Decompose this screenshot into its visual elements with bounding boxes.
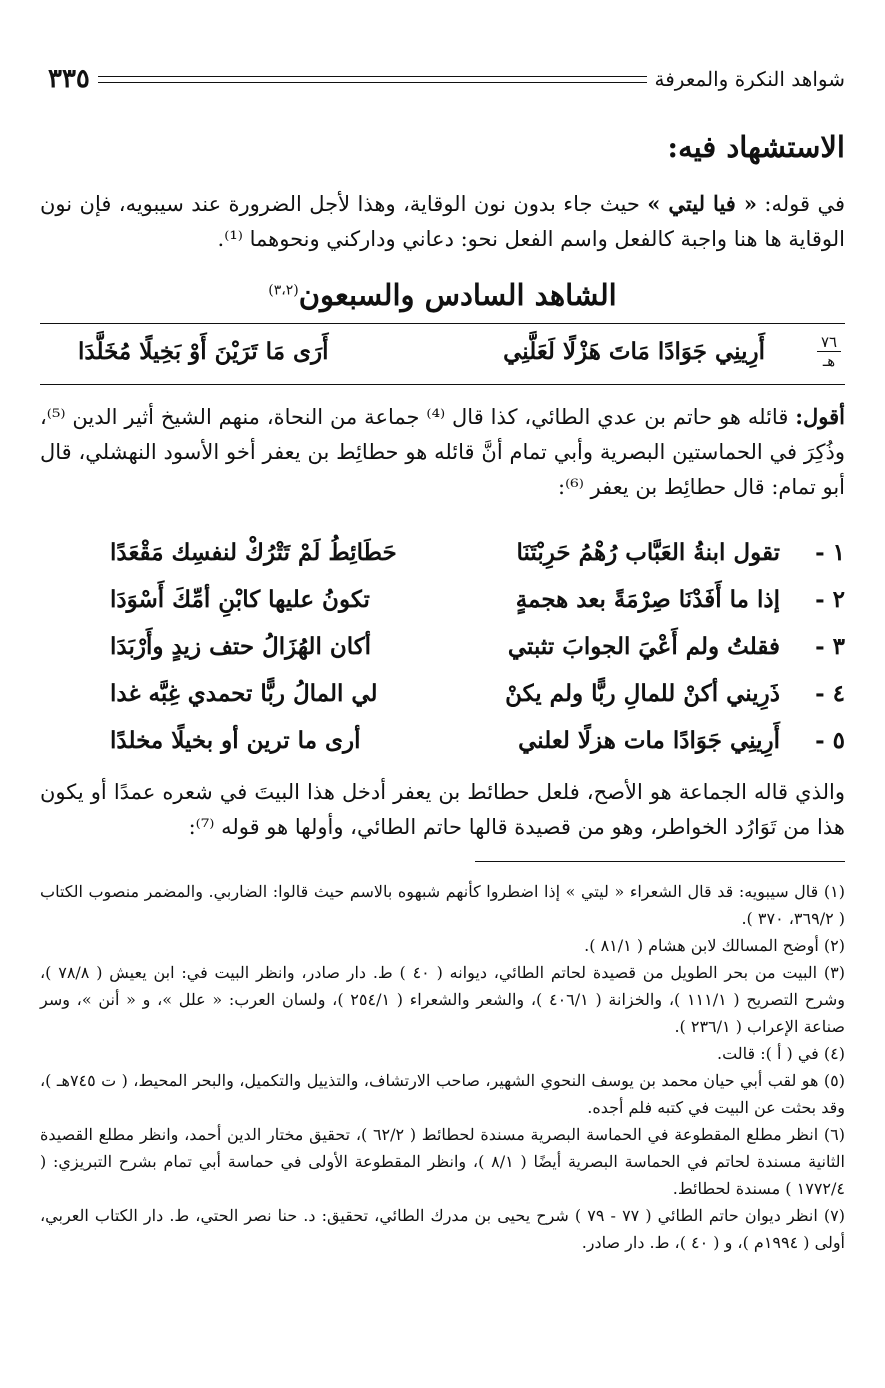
footnote-6: (٦) انظر مطلع المقطوعة في الحماسة البصرية مسندة لحطائط ( ٦٢/٢ )، تحقيق مختار الدين أحمد، وانظر مطلع القصيدة الثانية مسندة لحاتم في الحماسة البصرية أيضًا ( ٨/١ )، وانظر المقطوعة الأولى في حماسة أبي تمام بشرح التبريزي: ( ١٧٧٢/٤ ) مسندة لحطائط. — [40, 1125, 846, 1198]
footnote-2: (٢) أوضح المسالك لابن هشام ( ٨١/١ ). — [584, 936, 845, 955]
poem-hemistich-2: تكونُ عليها كابْنِ أمِّكَ أَسْوَدَا — [110, 586, 370, 613]
poem-hemistich-1: فقلتُ ولم أَعْيَ الجوابَ تثبتي — [507, 633, 780, 660]
commentary-text: قائله هو حاتم بن عدي الطائي، كذا قال ⁽⁴⁾ جماعة من النحاة، منهم الشيخ أثير الدين ⁽⁵⁾، وذُكِرَ في الحماستين البصرية وأبي تمام أنَّ قائله هو حطائِط بن يعفر أخو الأسود النهشلي، قال أبو تمام: قال حطائِط بن يعفر ⁽⁶⁾: — [40, 405, 845, 499]
header-title: شواهد النكرة والمعرفة — [654, 67, 845, 91]
commentary-lead: أقول: — [795, 404, 845, 429]
poem-hemistich-1: أَرِينِي جَوَادًا مات هزلًا لعلني — [518, 727, 780, 754]
footnote-3: (٣) البيت من بحر الطويل من قصيدة لحاتم الطائي، ديوانه ( ٤٠ ) ط. دار صادر، وانظر البيت في: ابن يعيش ( ٧٨/٨ )، وشرح التصريح ( ١١١/١ )، والخزانة ( ٤٠٦/١ )، والشعر والشعراء ( ٢٥٤/١ )، ولسان العرب: « علل »، و « أنن »، وسر صناعة الإعراب ( ٢٣٦/١ ). — [40, 963, 846, 1036]
footnote-5: (٥) هو لقب أبي حيان محمد بن يوسف النحوي الشهير، صاحب الارتشاف، والتذييل والتكميل، والبحر المحيط، ( ت ٧٤٥هـ )، وقد بحثت عن البيت في كتبه فلم أجده. — [40, 1071, 845, 1117]
poem-hemistich-2: حَطَائِطُ لَمْ تَتْرُكْ لنفسِك مَقْعَدًا — [110, 539, 397, 566]
poem-hemistich-2: أرى ما ترين أو بخيلًا مخلدًا — [110, 727, 361, 754]
footnote-7: (٧) انظر ديوان حاتم الطائي ( ٧٧ - ٧٩ ) شرح يحيى بن مدرك الطائي، تحقيق: د. حنا نصر الحتي، ط. دار الكتاب العربي، أولى ( ١٩٩٤م )، و ( ٤٠ )، ط. دار صادر. — [40, 1206, 846, 1252]
header-double-rule — [98, 76, 647, 83]
poem-hemistich-2: أكان الهُزَالُ حتف زيدٍ وأَرْبَدَا — [110, 633, 372, 660]
witness-title — [0, 278, 885, 312]
poem — [40, 535, 845, 770]
poem-line — [40, 535, 845, 582]
witness-title-text: الشاهد السادس والسبعون — [298, 278, 617, 312]
section-title: الاستشهاد فيه: — [667, 130, 845, 164]
verse-box — [40, 323, 845, 385]
poem-line-number: ١ - — [815, 539, 845, 566]
poem-line-number: ٣ - — [815, 633, 845, 660]
running-header — [48, 62, 845, 96]
intro-text: حيث جاء بدون نون الوقاية، وهذا لأجل الضرورة عند سيبويه، فإن نون الوقاية ها هنا واجبة كالفعل واسم الفعل نحو: دعاني وداركني ونحوهما ⁽¹⁾. — [40, 192, 845, 251]
footnotes — [40, 878, 845, 1256]
commentary-paragraph — [40, 399, 845, 505]
verse-hemistich-2: أَرَى مَا تَرَيْنَ أَوْ بَخِيلًا مُخَلَّدَا — [78, 338, 329, 365]
intro-lead: في قوله: — [757, 192, 846, 216]
verse-hemistich-1: أَرِينِي جَوَادًا مَاتَ هَزْلًا لَعَلَّنِي — [503, 338, 765, 365]
intro-paragraph — [40, 186, 845, 257]
witness-refs: (٣،٢) — [268, 282, 299, 299]
footnote-4: (٤) في ( أ ): قالت. — [716, 1044, 845, 1063]
poem-line — [40, 629, 845, 676]
poem-line — [40, 723, 845, 770]
poem-hemistich-1: تقول ابنةُ العَبَّاب رُهْمُ حَرِبْتَنَا — [516, 539, 780, 566]
footnote-1: (١) قال سيبويه: قد قال الشعراء « ليتي » إذا اضطروا كأنهم شبهوه بالاسم حيث قالوا: الضاربي. والمضمر منصوب الكتاب ( ٣٦٩/٢، ٣٧٠ ). — [40, 882, 845, 928]
poem-line-number: ٢ - — [815, 586, 845, 613]
poem-hemistich-2: لي المالُ ربًّا تحمدي غِبَّه غدا — [110, 680, 378, 707]
page-number: ٣٣٥ — [48, 64, 90, 94]
poem-line — [40, 676, 845, 723]
verse-number — [813, 334, 845, 369]
footnote-rule — [475, 861, 845, 862]
poem-line-number: ٥ - — [815, 727, 845, 754]
poem-hemistich-1: إذا ما أَفَدْنَا صِرْمَةً بعد هجمةٍ — [515, 586, 780, 613]
poem-hemistich-1: ذَرِيني أكنْ للمالِ ربًّا ولم يكنْ — [505, 680, 780, 707]
poem-line-number: ٤ - — [815, 680, 845, 707]
intro-quote: « فيا ليتي » — [647, 191, 758, 216]
verse-number-letter: هـ — [822, 352, 836, 370]
verse-number-value: ٧٦ — [820, 333, 838, 351]
closing-paragraph: والذي قاله الجماعة هو الأصح، فلعل حطائط بن يعفر أدخل هذا البيتَ في شعره عمدًا أو يكون هذا من تَوَارُد الخواطر، وهو من قصيدة قالها حاتم الطائي، وأولها هو قوله ⁽⁷⁾: — [40, 780, 845, 839]
poem-line — [40, 582, 845, 629]
